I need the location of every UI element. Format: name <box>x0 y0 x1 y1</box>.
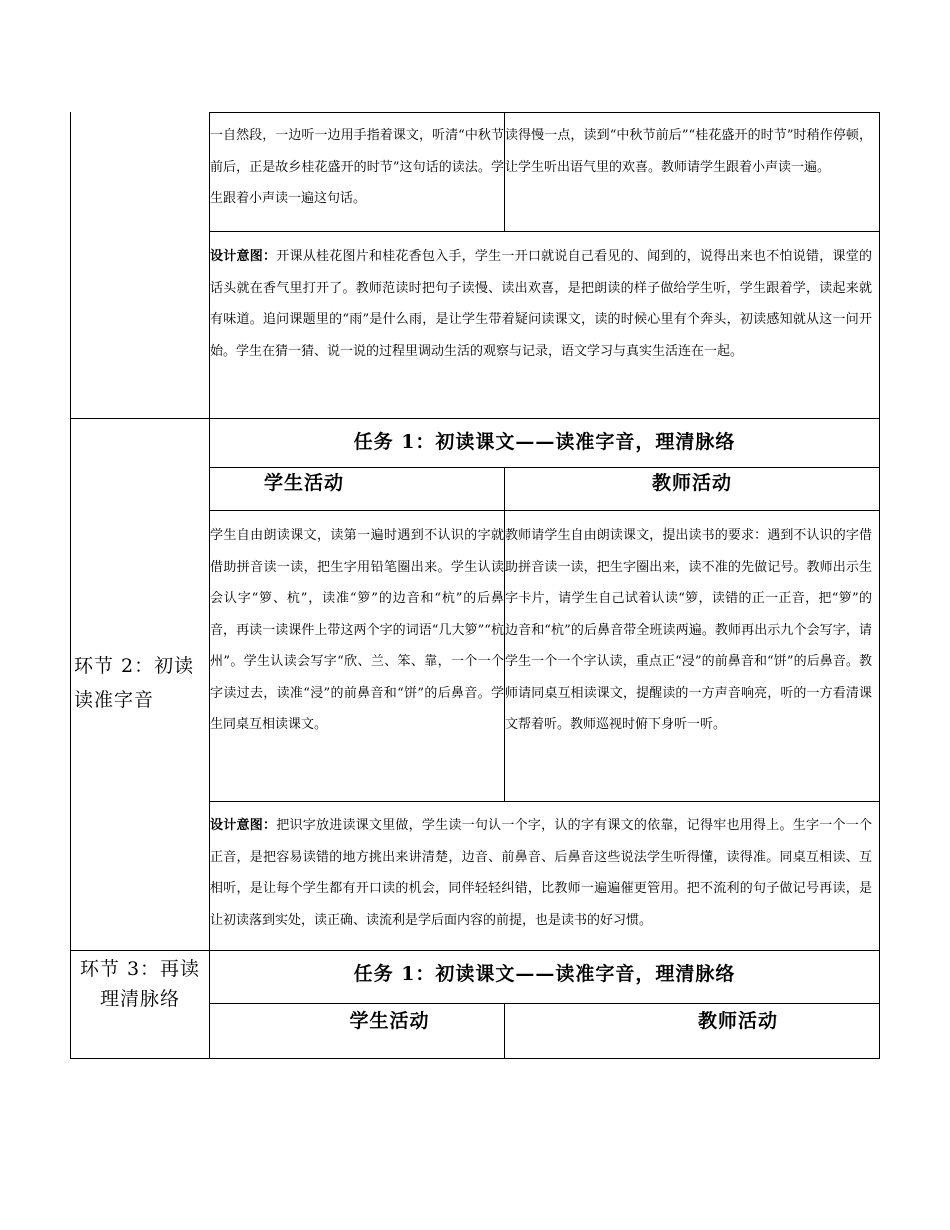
table-line <box>70 112 71 1059</box>
student-activity-cell: 学生自由朗读课文，读第一遍时遇到不认识的字就借助拼音读一读，把生字用铅笔圈出来。学生认读会认字“箩、杭”，读准“箩”的边音和“杭”的后鼻音，再读一读课件上带这两个字的词语“几大箩”“杭州”。学生认读会写字“欣、兰、笨、靠，一个一个字读过去，读准“浸”的前鼻音和“饼”的后鼻音。学生同桌互相读课文。 <box>210 528 504 732</box>
table-line <box>209 801 880 802</box>
student-activity-header: 学生活动 <box>349 1010 430 1032</box>
design-intent-label: 设计意图： <box>210 818 277 833</box>
student-activity-cell: 一自然段，一边听一边用手指着课文，听清“中秋节前后，正是故乡桂花盛开的时节”这句话的读法。学生跟着小声读一遍这句话。 <box>210 128 504 206</box>
design-intent-text: 开课从桂花图片和桂花香包入手，学生一开口就说自己看见的、闻到的，说得出来也不怕说错，课堂的话头就在香气里打开了。教师范读时把句子读慢、读出欢喜，是把朗读的样子做给学生听，学生跟着学，读起来就有味道。追问课题里的“雨”是什么雨，是让学生带着疑问读课文，读的时候心里有个奔头，初读感知就从这一问开始。学生在猜一猜、说一说的过程里调动生活的观察与记录，语文学习与真实生活连在一起。 <box>210 249 872 359</box>
table-line <box>209 112 880 113</box>
teacher-activity-header: 教师活动 <box>651 472 732 494</box>
table-line <box>70 418 880 419</box>
table-line <box>209 231 880 232</box>
task-title: 任务 1：初读课文——读准字音，理清脉络 <box>353 431 736 453</box>
teacher-activity-cell: 读得慢一点，读到“中秋节前后”“桂花盛开的时节”时稍作停顿，让学生听出语气里的欢喜。教师请学生跟着小声读一遍。 <box>505 128 872 175</box>
teacher-activity-cell: 教师请学生自由朗读课文，提出读书的要求：遇到不认识的字借助拼音读一读，把生字圈出来，读不准的先做记号。教师出示生字卡片，请学生自己试着认读“箩，读错的正一正音，把“箩”的边音和“杭”的后鼻音带全班读两遍。教师再出示九个会写字，请学生一个一个字认读，重点正“浸”的前鼻音和“饼”的后鼻音。教师请同桌互相读课文，提醒读的一方声音响亮，听的一方看清课文帮着听。教师巡视时俯下身听一听。 <box>505 528 872 732</box>
table-line <box>209 510 880 511</box>
design-intent-text: 把识字放进读课文里做，学生读一句认一个字，认的字有课文的依靠，记得牢也用得上。生字一个一个正音，是把容易读错的地方挑出来讲清楚，边音、前鼻音、后鼻音这些说法学生听得懂，读得准。同桌互相读、互相听，是让每个学生都有开口读的机会，同伴轻轻纠错，比教师一遍遍催更管用。把不流利的句子做记号再读，是让初读落到实处，读正确、读流利是学后面内容的前提，也是读书的好习惯。 <box>210 818 872 928</box>
table-line <box>70 1058 880 1059</box>
table-line <box>879 112 880 1059</box>
design-intent-label: 设计意图： <box>210 249 277 264</box>
table-line <box>70 950 880 951</box>
student-activity-header: 学生活动 <box>263 472 344 494</box>
design-intent-cell <box>210 241 872 367</box>
teacher-activity-header: 教师活动 <box>697 1010 778 1032</box>
section-label: 环节 3：再读理清脉络 <box>79 958 201 1010</box>
design-intent-cell <box>210 810 872 936</box>
table-line <box>209 1003 880 1004</box>
section-label: 环节 2：初读读准字音 <box>74 655 195 711</box>
task-title: 任务 1：初读课文——读准字音，理清脉络 <box>353 963 736 985</box>
